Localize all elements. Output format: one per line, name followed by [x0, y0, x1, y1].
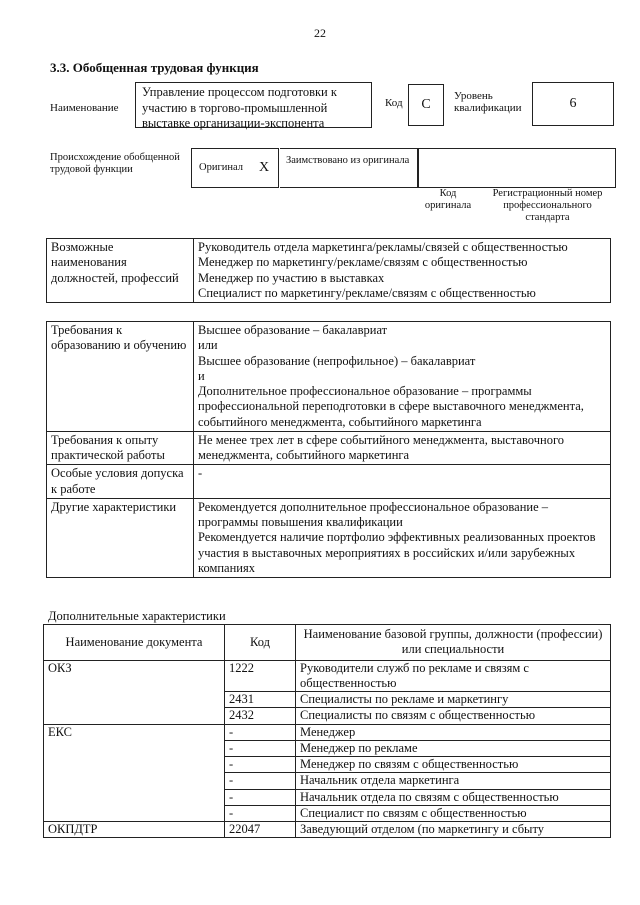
table-cell: Начальник отдела по связям с общественностью: [296, 789, 611, 805]
positions-label: Возможные наименования должностей, профессий: [47, 239, 194, 303]
table-cell: -: [225, 757, 296, 773]
original-box: [191, 148, 279, 188]
table-cell: ЕКС: [44, 724, 225, 822]
table-row: [47, 465, 611, 499]
table-cell: ОКПДТР: [44, 822, 225, 838]
table-cell: Специалист по связям с общественностью: [296, 805, 611, 821]
table-row: [44, 660, 611, 692]
extra-table: [43, 624, 611, 838]
level-label: Уровень квалификации: [454, 90, 522, 114]
req-other-value: [194, 498, 611, 577]
req-other-label: Другие характеристики: [47, 498, 194, 577]
table-cell: -: [225, 789, 296, 805]
table-header-row: [44, 625, 611, 661]
table-row: [47, 239, 611, 303]
req-admission-value: [194, 465, 611, 499]
code-original-label: Код оригинала: [424, 188, 472, 212]
list-item: Рекомендуется дополнительное профессиональное образование – программы повышения квалификации: [198, 499, 549, 529]
table-cell: Менеджер по рекламе: [296, 740, 611, 756]
table-row: [44, 724, 611, 740]
req-experience-value: [194, 431, 611, 465]
req-education-label: Требования к образованию и обучению: [47, 322, 194, 432]
table-row: [44, 822, 611, 838]
requirements-table: [46, 321, 611, 578]
table-cell: -: [225, 805, 296, 821]
table-cell: Менеджер: [296, 724, 611, 740]
table-row: [47, 322, 611, 432]
table-cell: Руководители служб по рекламе и связям с общественностью: [296, 660, 611, 692]
column-header: Наименование базовой группы, должности (профессии) или специальности: [296, 625, 611, 661]
list-item: Высшее образование (непрофильное) – бакалавриат: [198, 353, 476, 368]
table-cell: 2432: [225, 708, 296, 724]
column-header: Код: [225, 625, 296, 661]
table-cell: 22047: [225, 822, 296, 838]
list-item: -: [198, 466, 203, 481]
table-cell: 2431: [225, 692, 296, 708]
code-label: Код: [385, 97, 403, 109]
req-education-value: [194, 322, 611, 432]
table-cell: Специалисты по связям с общественностью: [296, 708, 611, 724]
origin-label: Происхождение обобщенной трудовой функции: [50, 152, 180, 176]
section-title: 3.3. Обобщенная трудовая функция: [50, 60, 259, 75]
name-label: Наименование: [50, 102, 119, 114]
function-name-box: Управление процессом подготовки к участию в торгово-промышленной выставке организации-экспонента: [135, 82, 372, 128]
registration-box: [418, 148, 616, 188]
table-row: [47, 498, 611, 577]
positions-list: [194, 239, 611, 303]
table-cell: ОКЗ: [44, 660, 225, 724]
list-item: Менеджер по участию в выставках: [198, 270, 385, 285]
list-item: и: [198, 368, 205, 383]
table-cell: -: [225, 773, 296, 789]
list-item: Руководитель отдела маркетинга/рекламы/связей с общественностью: [198, 240, 568, 254]
list-item: Рекомендуется наличие портфолио эффективных реализованных проектов участия в выставочных мероприятиях в российских и/или зарубежных компаниях: [198, 530, 596, 575]
list-item: Не менее трех лет в сфере событийного менеджмента, выставочного менеджмента, событийного маркетинга: [198, 432, 565, 462]
reg-number-label: Регистрационный номер профессионального стандарта: [492, 188, 603, 224]
column-header: Наименование документа: [44, 625, 225, 661]
table-cell: Менеджер по связям с общественностью: [296, 757, 611, 773]
original-label: Оригинал: [199, 161, 243, 173]
table-cell: Заведующий отделом (по маркетингу и сбыту: [296, 822, 611, 838]
list-item: Дополнительное профессиональное образование – программы профессиональной переподготовки в сфере выставочного менеджмента, событийного менеджмента, событийного маркетинга: [198, 384, 584, 429]
table-row: [47, 431, 611, 465]
table-cell: Специалисты по рекламе и маркетингу: [296, 692, 611, 708]
table-cell: Начальник отдела маркетинга: [296, 773, 611, 789]
table-cell: 1222: [225, 660, 296, 692]
list-item: Специалист по маркетингу/рекламе/связям с общественностью: [198, 285, 536, 300]
table-cell: -: [225, 740, 296, 756]
req-admission-label: Особые условия допуска к работе: [47, 465, 194, 499]
page-number: 22: [314, 26, 326, 40]
list-item: Менеджер по маркетингу/рекламе/связям с общественностью: [198, 255, 528, 270]
level-box: 6: [532, 82, 614, 126]
list-item: Высшее образование – бакалавриат: [198, 323, 388, 337]
table-cell: -: [225, 724, 296, 740]
borrowed-box: Заимствовано из оригинала: [280, 148, 418, 188]
code-box: С: [408, 84, 444, 126]
extra-title: Дополнительные характеристики: [48, 609, 226, 623]
req-experience-label: Требования к опыту практической работы: [47, 431, 194, 465]
original-mark: X: [259, 159, 270, 175]
positions-table: [46, 238, 611, 303]
list-item: или: [198, 338, 218, 353]
